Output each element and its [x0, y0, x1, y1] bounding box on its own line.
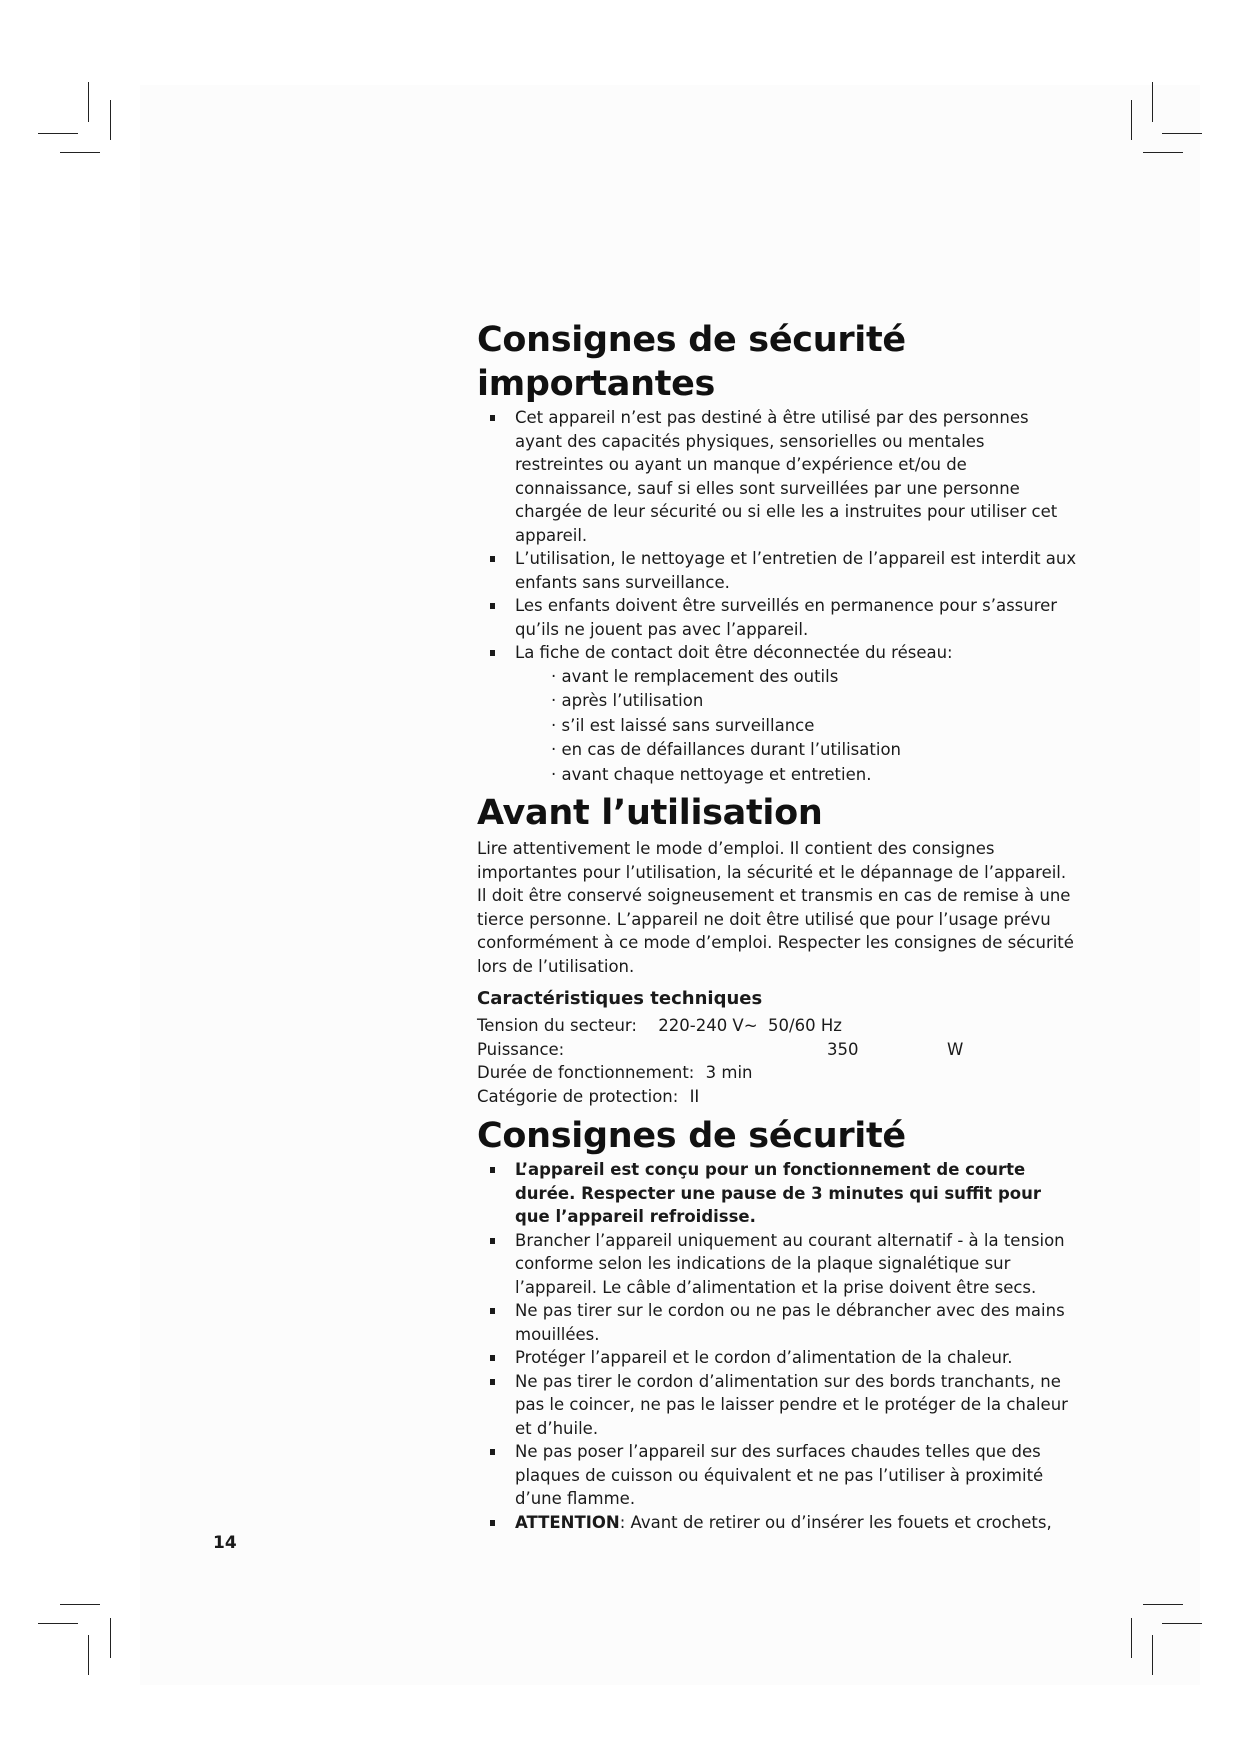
crop-mark-top-right-v	[1152, 82, 1153, 122]
spec-protection	[477, 1085, 1077, 1109]
spec-unit: W	[947, 1039, 964, 1059]
spec-voltage	[477, 1014, 1077, 1038]
list-item: Protéger l’appareil et le cordon d’alimentation de la chaleur.	[489, 1346, 1077, 1370]
main-content	[477, 318, 1077, 1534]
crop-mark-bottom-right-h	[1143, 1604, 1183, 1605]
list-item: Cet appareil n’est pas destiné à être utilisé par des personnes ayant des capacités physiques, sensorielles ou mentales restreintes ou ayant un manque d’expérience et/ou de connaissance, sauf si elles sont surveillées par une personne chargée de leur sécurité ou si elle les a instruites pour utiliser cet appareil.	[489, 406, 1077, 547]
important-safety-list	[477, 406, 1077, 787]
crop-mark-bottom-left-v	[110, 1618, 111, 1658]
spec-value: 3 min	[705, 1063, 753, 1082]
spec-label: Puissance:	[477, 1039, 565, 1059]
list-item: Brancher l’appareil uniquement au courant alternatif - à la tension conforme selon les indications de la plaque signalétique sur l’appareil. Le câble d’alimentation et la prise doivent être secs.	[489, 1229, 1077, 1300]
crop-mark-top-left-v2	[110, 100, 111, 140]
technical-specs-title: Caractéristiques techniques	[477, 988, 763, 1009]
list-item: L’utilisation, le nettoyage et l’entretien de l’appareil est interdit aux enfants sans surveillance.	[489, 547, 1077, 594]
crop-mark-top-left-h	[38, 133, 78, 134]
spec-duration	[477, 1061, 1077, 1085]
attention-text: : Avant de retirer ou d’insérer les fouets et crochets,	[619, 1512, 1052, 1532]
list-item	[489, 1511, 1077, 1535]
disconnect-conditions-list	[515, 665, 1077, 788]
crop-mark-bottom-left-v2	[88, 1635, 89, 1675]
crop-mark-top-left-v	[88, 82, 89, 122]
crop-mark-bottom-right-v2	[1152, 1635, 1153, 1675]
sub-list-item: · après l’utilisation	[551, 689, 1077, 714]
before-use-paragraph: Lire attentivement le mode d’emploi. Il contient des consignes importantes pour l’utilisation, la sécurité et le dépannage de l’appareil. Il doit être conservé soigneusement et transmis en cas de remise à une tierce personne. L’appareil ne doit être utilisé que pour l’usage prévu conformément à ce mode d’emploi. Respecter les consignes de sécurité lors de l’utilisation.	[477, 839, 1074, 976]
list-item: Ne pas tirer sur le cordon ou ne pas le débrancher avec des mains mouillées.	[489, 1299, 1077, 1346]
crop-mark-top-right-h	[1162, 133, 1202, 134]
spec-power	[477, 1038, 1077, 1062]
sub-list-item: · s’il est laissé sans surveillance	[551, 714, 1077, 739]
attention-label: ATTENTION	[515, 1512, 620, 1532]
list-item: Ne pas tirer le cordon d’alimentation sur des bords tranchants, ne pas le coincer, ne pas le laisser pendre et le protéger de la chaleur et d’huile.	[489, 1370, 1077, 1441]
spec-label: Catégorie de protection:	[477, 1086, 679, 1106]
safety-list	[477, 1158, 1077, 1534]
crop-mark-bottom-left-h	[60, 1604, 100, 1605]
sub-list-item: · en cas de défaillances durant l’utilisation	[551, 738, 1077, 763]
spec-label: Tension du secteur:	[477, 1016, 637, 1035]
crop-mark-top-right-v2	[1131, 100, 1132, 140]
crop-mark-top-left-h2	[60, 152, 100, 153]
spec-value: 350	[827, 1039, 859, 1059]
list-item	[489, 641, 1077, 787]
list-item: Ne pas poser l’appareil sur des surfaces chaudes telles que des plaques de cuisson ou équivalent et ne pas l’utiliser à proximité d’une flamme.	[489, 1440, 1077, 1511]
spec-value: 220-240 V~ 50/60 Hz	[658, 1016, 842, 1035]
list-item-text: La fiche de contact doit être déconnectée du réseau:	[515, 643, 953, 662]
sub-list-item: · avant chaque nettoyage et entretien.	[551, 763, 1077, 788]
crop-mark-top-right-h2	[1143, 152, 1183, 153]
section-title-before-use: Avant l’utilisation	[477, 793, 823, 833]
list-item: L’appareil est conçu pour un fonctionnement de courte durée. Respecter une pause de 3 minutes qui suffit pour que l’appareil refroidisse.	[489, 1158, 1077, 1229]
spec-value: II	[689, 1086, 700, 1106]
crop-mark-bottom-left-h2	[38, 1623, 78, 1624]
sub-list-item: · avant le remplacement des outils	[551, 665, 1077, 690]
crop-mark-bottom-right-v	[1131, 1618, 1132, 1658]
list-item: Les enfants doivent être surveillés en permanence pour s’assurer qu’ils ne jouent pas avec l’appareil.	[489, 594, 1077, 641]
crop-mark-bottom-right-h2	[1162, 1623, 1202, 1624]
spec-label: Durée de fonctionnement:	[477, 1063, 695, 1082]
section-title-safety: Consignes de sécurité	[477, 1116, 906, 1156]
section-title-important-safety: Consignes de sécurité importantes	[477, 320, 906, 404]
page-number: 14	[213, 1533, 237, 1553]
